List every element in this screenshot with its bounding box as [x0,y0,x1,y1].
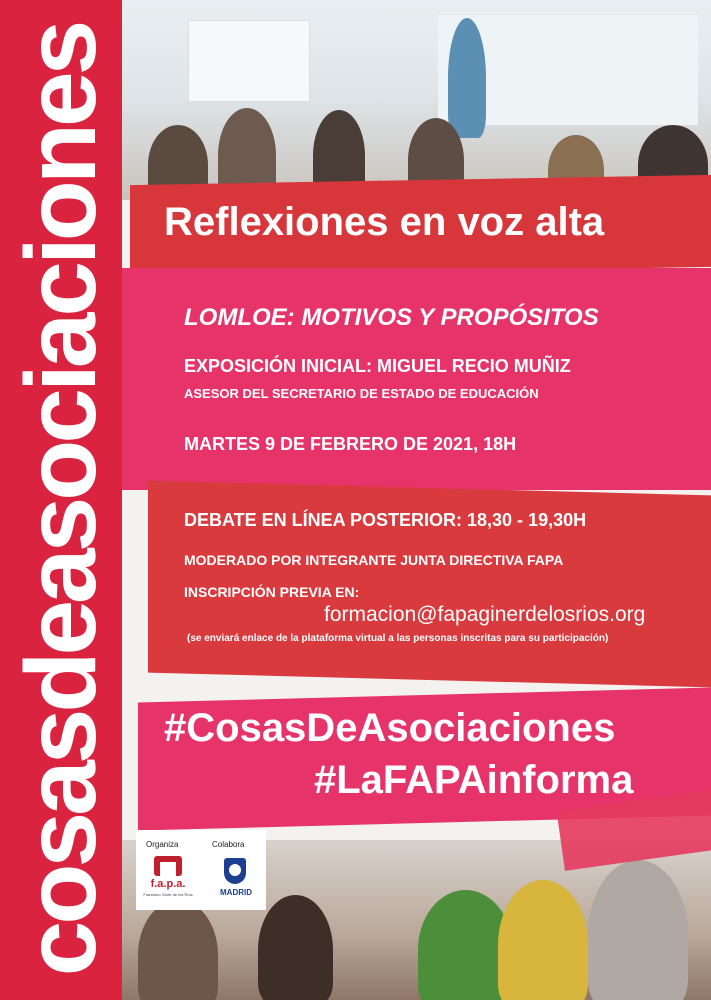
madrid-logo [216,856,256,900]
hashtag-fapa: #LaFAPAinforma [314,758,634,802]
colabora-label: Colabora [212,840,245,849]
registration-email[interactable]: formacion@fapaginerdelosrios.org [324,603,646,626]
fapa-logo [143,856,193,900]
event-title: Reflexiones en voz alta [164,200,605,244]
speaker-role: ASESOR DEL SECRETARIO DE ESTADO DE EDUCACIÓN [184,386,539,401]
audience-photo-top [118,0,711,200]
moderator-info: MODERADO POR INTEGRANTE JUNTA DIRECTIVA FAPA [184,552,564,568]
organiza-label: Organiza [146,840,179,849]
logos-panel [136,830,266,910]
sidebar-text: cosasdeasociaciones [5,23,117,977]
registration-note: (se enviará enlace de la plataforma virtual a las personas inscritas para su participación) [187,633,609,644]
fapa-logo-text: f.a.p.a. [150,878,186,890]
speaker: EXPOSICIÓN INICIAL: MIGUEL RECIO MUÑIZ [184,356,571,376]
registration-label: INSCRIPCIÓN PREVIA EN: [184,584,360,600]
presenter-figure [448,18,486,138]
audience-head [258,895,333,1000]
hashtag-cosas: #CosasDeAsociaciones [164,706,616,750]
sidebar-banner [0,0,122,1000]
audience-person [498,880,588,1000]
event-date: MARTES 9 DE FEBRERO DE 2021, 18H [184,434,517,454]
debate-info: DEBATE EN LÍNEA POSTERIOR: 18,30 - 19,30H [184,510,587,530]
madrid-logo-text: MADRID [220,888,252,897]
info-band [122,268,711,490]
projector-screen [188,20,310,102]
audience-person [588,860,688,1000]
audience-head [138,900,218,1000]
event-subtitle: LOMLOE: MOTIVOS Y PROPÓSITOS [184,304,599,331]
fapa-logo-subtext: Francisco Giner de los Ríos [143,892,193,897]
